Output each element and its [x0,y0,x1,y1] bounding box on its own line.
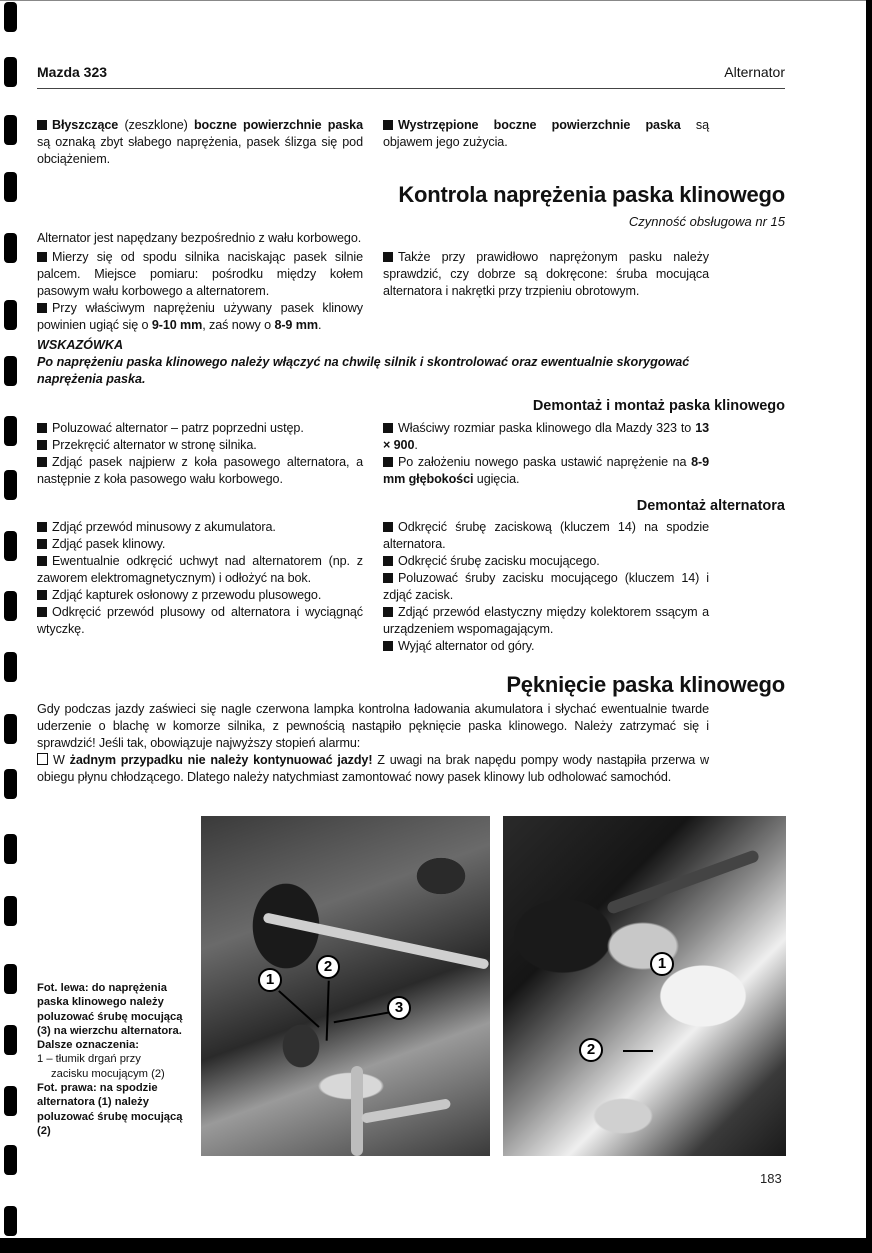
break-body [37,701,709,786]
bullet-square-icon [37,539,47,549]
alternator-item: Odkręcić śrubę zacisku mocującego. [383,553,709,570]
tension-item: Przy właściwym naprężeniu używany pasek klinowy powinien ugiąć się o 9-10 mm, zaś nowy o 8-9 mm. [37,301,363,332]
page-top-edge [0,0,866,1]
scan-bottom-border [0,1238,872,1253]
bullet-square-icon [383,252,393,262]
tension-item: Także przy prawidłowo naprężonym pasku należy sprawdzić, czy dobrze są dokręcone: śruba mocująca alternatora i nakrętki przy trzpieniu obrotowym. [383,250,709,298]
scan-right-border [866,0,872,1253]
bullet-square-icon [37,522,47,532]
callout-leader [278,990,319,1027]
tension-left-column [37,249,363,334]
alternator-item: Odkręcić śrubę zaciskową (kluczem 14) na spodzie alternatora. [383,520,709,551]
binder-hole [4,57,17,87]
alternator-item: Wyjąć alternator od góry. [383,638,709,655]
photo-engine-top-alternator [201,816,490,1156]
header-chapter: Alternator [724,64,785,80]
belt-item: Właściwy rozmiar paska klinowego dla Mazdy 323 to 13 × 900. [383,421,709,452]
binder-hole [4,172,17,202]
belt-item: Zdjąć pasek najpierw z koła pasowego alternatora, a następnie z koła pasowego wału korbowego. [37,455,363,486]
belt-item: Poluzować alternator – patrz poprzedni ustęp. [37,420,363,437]
bullet-square-icon [383,573,393,583]
alternator-item: Zdjąć przewód minusowy z akumulatora. [37,519,363,536]
binder-hole [4,356,17,386]
binder-hole [4,834,17,864]
photo-pipe [361,1098,451,1123]
binder-hole [4,300,17,330]
tip-text: Po naprężeniu paska klinowego należy włączyć na chwilę silnik i skontrolować oraz ewentualnie skorygować naprężenia paska. [37,355,690,386]
binder-hole [4,470,17,500]
tip-title: WSKAZÓWKA [37,338,124,352]
callout-leader [623,1050,653,1052]
binder-hole [4,769,17,799]
tension-lead: Alternator jest napędzany bezpośrednio z wału korbowego. [37,231,362,245]
callout-2: 2 [579,1038,603,1062]
alternator-left-column [37,519,363,638]
binder-hole [4,233,17,263]
alternator-item: Zdjąć kapturek osłonowy z przewodu plusowego. [37,587,363,604]
tension-right-column [383,249,709,300]
bullet-square-icon [37,423,47,433]
binder-hole [4,964,17,994]
callout-2: 2 [316,955,340,979]
intro-right-paragraph: Wystrzępione boczne powierzchnie paska są objawem jego zużycia. [383,118,709,149]
intro-left-column [37,117,363,168]
bullet-square-icon [37,556,47,566]
page-number: 183 [760,1171,782,1186]
bullet-square-icon [383,457,393,467]
binder-hole [4,416,17,446]
binder-hole [4,2,17,32]
callout-leader [326,981,330,1041]
belt-item: Po założeniu nowego paska ustawić naprężenie na 8-9 mm głębokości ugięcia. [383,455,709,486]
bullet-square-icon [383,641,393,651]
callout-3: 3 [387,996,411,1020]
bullet-square-icon [37,303,47,313]
alternator-item: Zdjąć pasek klinowy. [37,536,363,553]
binder-hole [4,591,17,621]
belt-right-column [383,420,709,488]
photo-pipe [262,912,489,970]
break-paragraph: Gdy podczas jazdy zaświeci się nagle czerwona lampka kontrolna ładowania akumulatora i słychać ewentualnie twarde uderzenie o blachę w komorze silnika, z pewnością nastąpiło pęknięcie paska klinowego. Należy zatrzymać się i sprawdzić! Jeśli tak, obowiązuje najwyższy stopień alarmu: [37,702,709,750]
binder-hole [4,652,17,682]
alternator-right-column [383,519,709,655]
binder-hole [4,714,17,744]
binder-hole [4,531,17,561]
photo-pipe [351,1066,363,1156]
bullet-square-icon [37,252,47,262]
alternator-item: Poluzować śruby zacisku mocującego (kluczem 14) i zdjąć zacisk. [383,571,709,602]
intro-left-paragraph: Błyszczące (zeszklone) boczne powierzchnie paska są oznaką zbyt słabego naprężenia, pasek ślizga się pod obciążeniem. [37,118,363,166]
bullet-square-icon [37,120,47,130]
binder-hole [4,896,17,926]
break-warning-paragraph: W żadnym przypadku nie należy kontynuować jazdy! Z uwagi na brak napędu pompy wody nastąpiła przerwa w obiegu płynu chłodzącego. Dlatego należy natychmiast zamontować nowy pasek klinowy lub odholować samochód. [37,753,710,784]
binder-hole [4,1145,17,1175]
bullet-square-icon [383,556,393,566]
alternator-item: Ewentualnie odkręcić uchwyt nad alternatorem (np. z zaworem elektromagnetycznym) i odłożyć na bok. [37,554,363,585]
bullet-square-icon [37,590,47,600]
binder-hole [4,115,17,145]
section-subtitle-service-no: Czynność obsługowa nr 15 [628,214,785,229]
running-header [37,64,785,89]
binder-hole [4,1086,17,1116]
intro-right-column [383,117,709,151]
checkbox-square-icon [37,753,48,765]
bullet-square-icon [37,457,47,467]
callout-leader [334,1012,389,1023]
section-title-alternator: Demontaż alternatora [636,498,785,514]
belt-item: Przekręcić alternator w stronę silnika. [37,437,363,454]
alternator-item: Odkręcić przewód plusowy od alternatora i wyciągnąć wtyczkę. [37,605,363,636]
section-title-belt: Demontaż i montaż paska klinowego [532,398,785,414]
bullet-square-icon [37,607,47,617]
photo-pipe [606,849,760,915]
binder-hole [4,1206,17,1236]
bullet-square-icon [37,440,47,450]
alternator-item: Zdjąć przewód elastyczny między kolektorem ssącym a urządzeniem wspomagającym. [383,605,709,636]
callout-1: 1 [258,968,282,992]
photo-alternator-underside [503,816,786,1156]
belt-left-column [37,420,363,488]
bullet-square-icon [383,522,393,532]
bullet-square-icon [383,423,393,433]
bullet-square-icon [383,120,393,130]
tension-item: Mierzy się od spodu silnika naciskając pasek silnie palcem. Miejsce pomiaru: pośrodku między kołem pasowym wału korbowego a alternatorem. [37,250,363,298]
bullet-square-icon [383,607,393,617]
figure-caption: Fot. lewa: do naprężenia paska klinowego należy poluzować śrubę mocującą (3) na wierzchu alternatora. Dalsze oznaczenia: 1 – tłumik drgań przy zacisku mocującym (2) Fot. prawa: na spodzie alternatora (1) należy poluzować śrubę mocującą (2) [37,982,183,1137]
binder-hole [4,1025,17,1055]
header-model: Mazda 323 [37,64,108,80]
section-title-break: Pęknięcie paska klinowego [506,672,785,697]
section-title-tension: Kontrola naprężenia paska klinowego [398,182,785,207]
callout-1: 1 [650,952,674,976]
